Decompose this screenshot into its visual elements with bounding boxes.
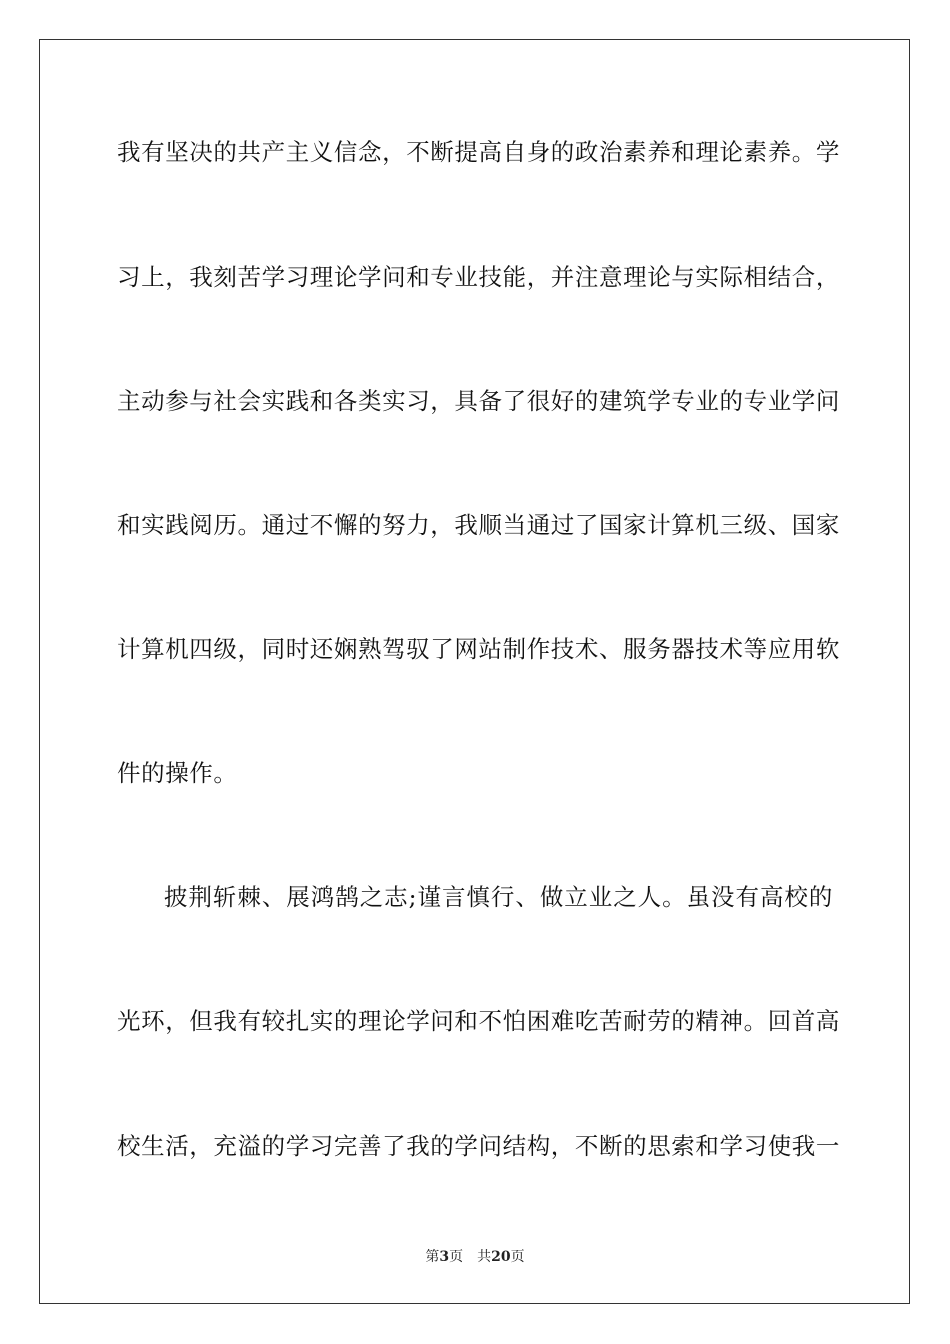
page-border bbox=[39, 39, 910, 1304]
body-line-5: 计算机四级，同时还娴熟驾驭了网站制作技术、服务器技术等应用软 bbox=[117, 635, 840, 663]
page-footer bbox=[0, 1247, 950, 1267]
body-line-2: 习上，我刻苦学习理论学问和专业技能，并注意理论与实际相结合， bbox=[117, 263, 840, 291]
footer-prefix: 第 bbox=[425, 1249, 440, 1265]
body-line-6: 件的操作。 bbox=[117, 759, 238, 787]
footer-page-unit: 页 bbox=[449, 1249, 464, 1265]
body-line-3: 主动参与社会实践和各类实习，具备了很好的建筑学专业的专业学问 bbox=[117, 387, 840, 415]
footer-page-number: 3 bbox=[439, 1249, 450, 1265]
body-line-4: 和实践阅历。通过不懈的努力，我顺当通过了国家计算机三级、国家 bbox=[117, 511, 840, 539]
footer-total-unit: 页 bbox=[510, 1249, 525, 1265]
footer-total-pages: 20 bbox=[491, 1249, 511, 1265]
body-line-7: 披荆斩棘、展鸿鹄之志;谨言慎行、做立业之人。虽没有高校的 bbox=[164, 883, 833, 911]
body-line-8: 光环，但我有较扎实的理论学问和不怕困难吃苦耐劳的精神。回首高 bbox=[117, 1007, 840, 1035]
body-line-9: 校生活，充溢的学习完善了我的学问结构，不断的思索和学习使我一 bbox=[117, 1132, 840, 1160]
footer-total-prefix: 共 bbox=[477, 1249, 492, 1265]
body-line-1: 我有坚决的共产主义信念，不断提高自身的政治素养和理论素养。学 bbox=[117, 138, 840, 166]
